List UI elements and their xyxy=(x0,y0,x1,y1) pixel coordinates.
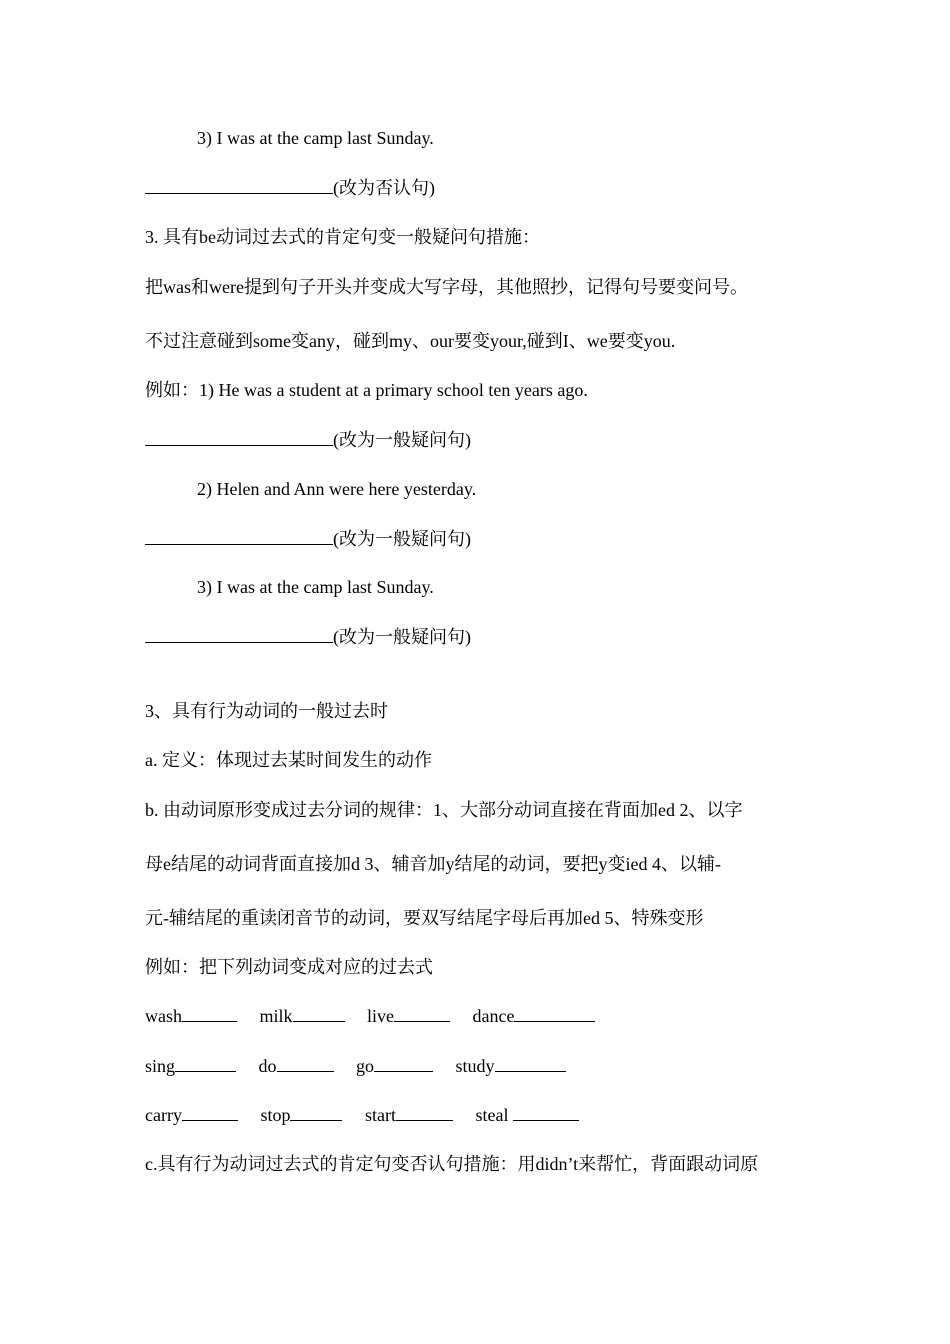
verb-item: dance xyxy=(473,1003,596,1028)
verb-row-1 xyxy=(145,1003,613,1028)
instruction-label: (改为一般疑问句) xyxy=(333,627,471,647)
section-heading-past-tense: 3、具有行为动词的一般过去时 xyxy=(145,701,388,721)
example-question-3: 3) I was at the camp last Sunday. xyxy=(197,577,434,597)
instruction-label: (改为一般疑问句) xyxy=(333,430,471,450)
verb-blank[interactable] xyxy=(175,1053,236,1072)
verb-blank[interactable] xyxy=(513,1102,579,1121)
verb-item: live xyxy=(367,1003,450,1028)
definition-text: a. 定义：体现过去某时间发生的动作 xyxy=(145,750,432,770)
verb-item: milk xyxy=(260,1003,345,1028)
verb-blank[interactable] xyxy=(514,1003,595,1022)
verb-blank[interactable] xyxy=(374,1053,433,1072)
verb-blank[interactable] xyxy=(182,1003,237,1022)
example-question-1: 例如：1) He was a student at a primary school ten years ago. xyxy=(145,380,588,400)
answer-line-question-2 xyxy=(145,526,471,551)
section-heading-be-question: 3. 具有be动词过去式的肯定句变一般疑问句措施： xyxy=(145,227,540,247)
verb-blank[interactable] xyxy=(277,1053,334,1072)
verb-item: carry xyxy=(145,1102,238,1127)
answer-line-question-3 xyxy=(145,624,471,649)
verb-item: study xyxy=(456,1053,566,1078)
section-heading-negative: c.具有行为动词过去式的肯定句变否认句措施：用didn’t来帮忙，背面跟动词原 xyxy=(145,1154,759,1174)
verb-blank[interactable] xyxy=(394,1003,450,1022)
verb-blank[interactable] xyxy=(495,1053,566,1072)
verb-item: wash xyxy=(145,1003,237,1028)
verb-row-2 xyxy=(145,1053,584,1078)
answer-blank[interactable] xyxy=(145,175,333,194)
verb-item: do xyxy=(259,1053,334,1078)
example-instruction: 例如：把下列动词变成对应的过去式 xyxy=(145,957,433,977)
verb-item: start xyxy=(365,1102,453,1127)
verb-item: stop xyxy=(260,1102,342,1127)
answer-blank[interactable] xyxy=(145,624,333,643)
answer-line-negative-3 xyxy=(145,175,435,200)
answer-line-question-1 xyxy=(145,427,471,452)
verb-item: sing xyxy=(145,1053,236,1078)
answer-blank[interactable] xyxy=(145,526,333,545)
verb-blank[interactable] xyxy=(182,1102,238,1121)
verb-item: steal xyxy=(475,1102,579,1127)
rule-paragraph-line-2: 母e结尾的动词背面直接加d 3、辅音加y结尾的动词，要把y变ied 4、以辅- xyxy=(145,854,721,874)
verb-blank[interactable] xyxy=(293,1003,345,1022)
rule-paragraph-line-1: b. 由动词原形变成过去分词的规律：1、大部分动词直接在背面加ed 2、以字 xyxy=(145,800,743,820)
verb-item: go xyxy=(356,1053,433,1078)
exercise-negative-3: 3) I was at the camp last Sunday. xyxy=(197,128,434,148)
rule-text-2: 不过注意碰到some变any，碰到my、our要变your,碰到I、we要变you. xyxy=(145,331,676,351)
rule-text-1: 把was和were提到句子开头并变成大写字母，其他照抄，记得句号要变问号。 xyxy=(145,277,748,297)
instruction-label: (改为一般疑问句) xyxy=(333,529,471,549)
verb-row-3 xyxy=(145,1102,597,1127)
answer-blank[interactable] xyxy=(145,427,333,446)
example-question-2: 2) Helen and Ann were here yesterday. xyxy=(197,479,477,499)
verb-blank[interactable] xyxy=(290,1102,342,1121)
rule-paragraph-line-3: 元-辅结尾的重读闭音节的动词，要双写结尾字母后再加ed 5、特殊变形 xyxy=(145,908,704,928)
instruction-label: (改为否认句) xyxy=(333,178,435,198)
verb-blank[interactable] xyxy=(396,1102,453,1121)
